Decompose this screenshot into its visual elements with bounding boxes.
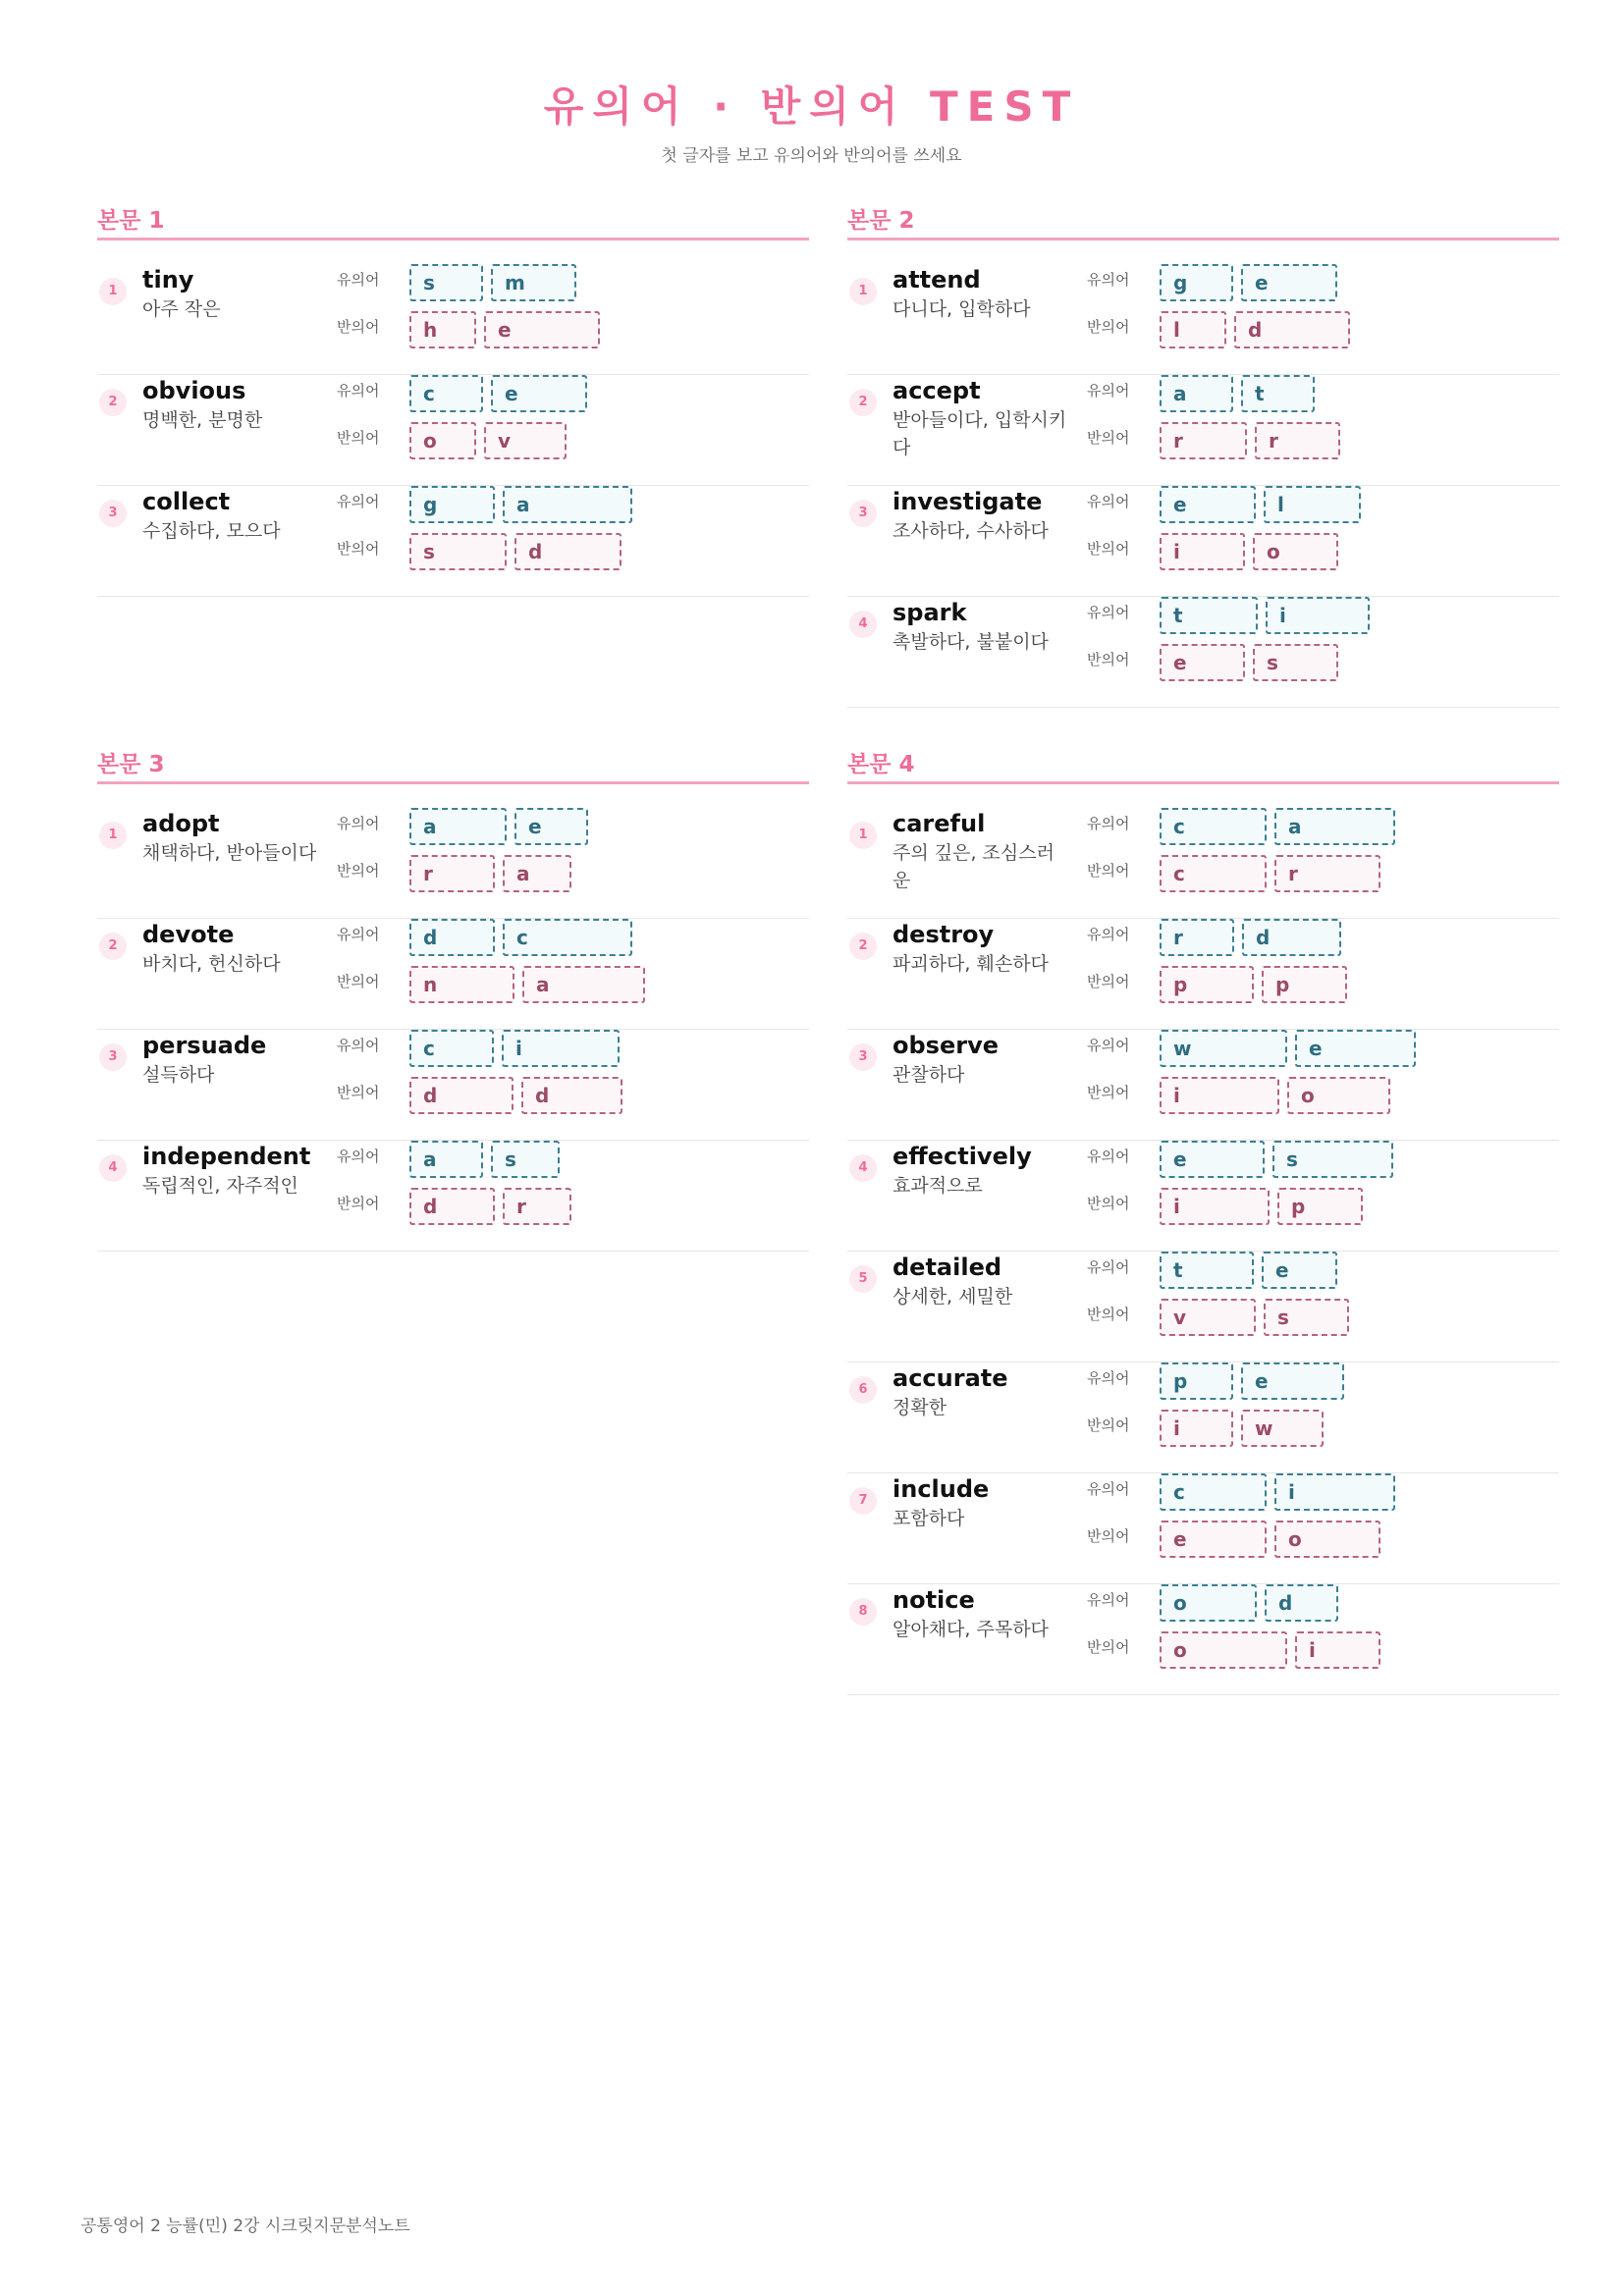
item-number-badge: 7 (849, 1487, 877, 1515)
vocab-meaning: 알아채다, 주목하다 (893, 1619, 1049, 1640)
item-number-badge: 3 (99, 1043, 127, 1071)
item-number-badge: 1 (99, 822, 127, 849)
antonym-label: 반의어 (337, 862, 380, 880)
item-number-badge: 3 (99, 500, 127, 527)
vocab-item (847, 1362, 1559, 1473)
synonym-label: 유의어 (337, 493, 380, 510)
vocab-item (847, 1252, 1559, 1362)
synonym-row (1160, 1141, 1393, 1178)
antonym-answer-box[interactable]: v (1160, 1299, 1256, 1336)
antonym-answer-box[interactable]: i (1160, 1410, 1233, 1447)
antonym-label: 반의어 (1087, 1638, 1130, 1656)
vocab-word: obvious (142, 377, 246, 404)
antonym-label: 반의어 (337, 540, 380, 558)
vocab-word: independent (142, 1143, 311, 1170)
antonym-row (409, 422, 567, 459)
vocab-word: investigate (893, 488, 1043, 515)
antonym-answer-box[interactable]: o (409, 422, 476, 459)
synonym-label: 유의어 (1087, 1258, 1130, 1276)
item-list (97, 808, 809, 1252)
synonym-row (409, 486, 632, 523)
antonym-answer-box[interactable]: i (1295, 1631, 1380, 1669)
antonym-row (409, 966, 645, 1003)
antonym-answer-box[interactable]: r (503, 1188, 571, 1225)
antonym-answer-box[interactable]: p (1262, 966, 1347, 1003)
antonym-row (1160, 1299, 1349, 1336)
antonym-label: 반의어 (1087, 1416, 1130, 1434)
vocab-item (847, 919, 1559, 1030)
vocab-item (97, 375, 809, 486)
synonym-row (1160, 1252, 1337, 1289)
antonym-answer-box[interactable]: l (1160, 311, 1226, 348)
vocab-item (97, 264, 809, 375)
synonym-row (1160, 1362, 1344, 1400)
synonym-label: 유의어 (1087, 271, 1130, 289)
antonym-answer-box[interactable]: n (409, 966, 514, 1003)
synonym-answer-box[interactable]: a (409, 808, 507, 845)
antonym-answer-box[interactable]: i (1160, 1077, 1279, 1114)
vocab-word: include (893, 1475, 990, 1503)
antonym-answer-box[interactable]: h (409, 311, 476, 348)
synonym-answer-box[interactable]: e (1241, 264, 1337, 301)
synonym-answer-box[interactable]: e (1241, 1362, 1344, 1400)
antonym-answer-box[interactable]: d (514, 533, 622, 570)
antonym-label: 반의어 (1087, 540, 1130, 558)
antonym-answer-box[interactable]: c (1160, 855, 1267, 892)
synonym-label: 유의어 (337, 815, 380, 832)
synonym-answer-box[interactable]: d (409, 919, 495, 956)
synonym-label: 유의어 (337, 1037, 380, 1054)
antonym-answer-box[interactable]: r (1160, 422, 1247, 459)
synonym-answer-box[interactable]: e (1160, 486, 1256, 523)
section-title: 본문 1 (97, 202, 809, 240)
synonym-row (409, 375, 587, 412)
antonym-row (1160, 1631, 1380, 1669)
antonym-row (1160, 1521, 1380, 1558)
vocab-word: observe (893, 1032, 999, 1059)
vocab-word: detailed (893, 1254, 1002, 1281)
item-number-badge: 4 (849, 611, 877, 638)
antonym-row (1160, 966, 1347, 1003)
synonym-row (1160, 808, 1395, 845)
antonym-row (1160, 422, 1340, 459)
item-number-badge: 4 (99, 1154, 127, 1182)
synonym-row (1160, 1030, 1416, 1067)
vocab-item (847, 808, 1559, 919)
synonym-answer-box[interactable]: w (1160, 1030, 1287, 1067)
item-number-badge: 3 (849, 500, 877, 527)
vocab-meaning: 아주 작은 (142, 298, 221, 320)
antonym-row (409, 311, 600, 348)
antonym-label: 반의어 (1087, 862, 1130, 880)
vocab-word: accept (893, 377, 981, 404)
synonym-label: 유의어 (1087, 382, 1130, 400)
antonym-answer-box[interactable]: s (1253, 644, 1338, 681)
vocab-item (847, 1141, 1559, 1252)
page-subtitle: 첫 글자를 보고 유의어와 반의어를 쓰세요 (661, 146, 962, 166)
item-number-badge: 1 (849, 822, 877, 849)
synonym-label: 유의어 (1087, 1148, 1130, 1165)
synonym-row (409, 808, 588, 845)
vocab-item (847, 1030, 1559, 1141)
synonym-label: 유의어 (1087, 1369, 1130, 1387)
antonym-answer-box[interactable]: e (484, 311, 600, 348)
synonym-row (1160, 375, 1315, 412)
synonym-answer-box[interactable]: r (1160, 919, 1234, 956)
vocab-word: destroy (893, 921, 995, 948)
antonym-answer-box[interactable]: d (409, 1077, 514, 1114)
vocab-word: adopt (142, 810, 220, 837)
antonym-label: 반의어 (337, 318, 380, 336)
synonym-answer-box[interactable]: c (503, 919, 632, 956)
antonym-answer-box[interactable]: a (503, 855, 571, 892)
antonym-answer-box[interactable]: d (521, 1077, 622, 1114)
antonym-label: 반의어 (337, 1195, 380, 1212)
antonym-answer-box[interactable]: p (1277, 1188, 1363, 1225)
antonym-answer-box[interactable]: r (1255, 422, 1340, 459)
vocab-word: effectively (893, 1143, 1032, 1170)
section-2 (847, 202, 1559, 708)
antonym-label: 반의어 (337, 973, 380, 990)
synonym-answer-box[interactable]: c (1160, 1473, 1267, 1511)
vocab-meaning: 정확한 (893, 1397, 947, 1418)
section-title: 본문 4 (847, 746, 1559, 784)
vocab-meaning: 주의 깊은, 조심스러운 (893, 842, 1055, 891)
synonym-row (409, 1030, 620, 1067)
synonym-row (1160, 597, 1370, 634)
antonym-label: 반의어 (1087, 1306, 1130, 1323)
page-title: 유의어 · 반의어 TEST (543, 82, 1080, 131)
synonym-answer-box[interactable]: d (1265, 1584, 1338, 1622)
antonym-row (1160, 644, 1338, 681)
vocab-item (97, 1141, 809, 1252)
item-number-badge: 3 (849, 1043, 877, 1071)
vocab-meaning: 바치다, 헌신하다 (142, 953, 281, 975)
item-number-badge: 2 (849, 389, 877, 416)
antonym-answer-box[interactable]: e (1160, 644, 1245, 681)
vocab-item (847, 486, 1559, 597)
item-number-badge: 6 (849, 1376, 877, 1404)
antonym-answer-box[interactable]: r (409, 855, 495, 892)
synonym-answer-box[interactable]: e (1295, 1030, 1416, 1067)
section-title: 본문 2 (847, 202, 1559, 240)
vocab-meaning: 관찰하다 (893, 1064, 965, 1086)
antonym-row (409, 855, 571, 892)
synonym-label: 유의어 (1087, 1480, 1130, 1498)
antonym-row (409, 1077, 622, 1114)
vocab-word: collect (142, 488, 231, 515)
vocab-item (847, 1473, 1559, 1584)
synonym-answer-box[interactable]: i (1266, 597, 1370, 634)
antonym-answer-box[interactable]: i (1160, 533, 1245, 570)
synonym-answer-box[interactable]: l (1264, 486, 1361, 523)
antonym-label: 반의어 (1087, 429, 1130, 447)
antonym-answer-box[interactable]: i (1160, 1188, 1270, 1225)
vocab-item (847, 375, 1559, 486)
vocab-word: tiny (142, 266, 194, 294)
synonym-answer-box[interactable]: t (1160, 1252, 1254, 1289)
antonym-answer-box[interactable]: r (1274, 855, 1380, 892)
vocab-meaning: 수집하다, 모으다 (142, 520, 281, 542)
antonym-label: 반의어 (1087, 973, 1130, 990)
synonym-answer-box[interactable]: p (1160, 1362, 1233, 1400)
vocab-item (97, 486, 809, 597)
synonym-answer-box[interactable]: a (1274, 808, 1395, 845)
antonym-row (1160, 1077, 1390, 1114)
synonym-answer-box[interactable]: a (503, 486, 632, 523)
antonym-answer-box[interactable]: o (1274, 1521, 1380, 1558)
vocab-word: attend (893, 266, 981, 294)
vocab-meaning: 명백한, 분명한 (142, 409, 263, 431)
synonym-row (409, 264, 576, 301)
synonym-label: 유의어 (1087, 1591, 1130, 1609)
antonym-answer-box[interactable]: s (409, 533, 507, 570)
vocab-item (97, 1030, 809, 1141)
synonym-row (1160, 486, 1361, 523)
antonym-answer-box[interactable]: o (1287, 1077, 1390, 1114)
item-number-badge: 8 (849, 1598, 877, 1626)
synonym-answer-box[interactable]: d (1242, 919, 1341, 956)
synonym-row (1160, 1584, 1338, 1622)
antonym-row (1160, 1410, 1324, 1447)
antonym-row (409, 1188, 571, 1225)
synonym-answer-box[interactable]: t (1241, 375, 1315, 412)
item-list (847, 264, 1559, 708)
antonym-label: 반의어 (337, 1084, 380, 1101)
synonym-row (409, 1141, 560, 1178)
vocab-word: devote (142, 921, 235, 948)
antonym-answer-box[interactable]: o (1253, 533, 1338, 570)
vocab-meaning: 받아들이다, 입학시키다 (893, 409, 1067, 458)
vocab-meaning: 파괴하다, 훼손하다 (893, 953, 1049, 975)
synonym-answer-box[interactable]: m (491, 264, 576, 301)
synonym-answer-box[interactable]: e (1262, 1252, 1337, 1289)
synonym-row (1160, 1473, 1395, 1511)
item-number-badge: 5 (849, 1265, 877, 1293)
antonym-row (1160, 1188, 1363, 1225)
synonym-answer-box[interactable]: g (1160, 264, 1233, 301)
antonym-answer-box[interactable]: e (1160, 1521, 1267, 1558)
vocab-item (97, 919, 809, 1030)
vocab-meaning: 포함하다 (893, 1508, 965, 1529)
synonym-label: 유의어 (337, 1148, 380, 1165)
section-4 (847, 746, 1559, 1695)
synonym-label: 유의어 (337, 926, 380, 943)
item-list (847, 808, 1559, 1695)
section-1 (97, 202, 809, 597)
synonym-answer-box[interactable]: s (1272, 1141, 1393, 1178)
antonym-answer-box[interactable]: v (484, 422, 567, 459)
synonym-answer-box[interactable]: i (1274, 1473, 1395, 1511)
antonym-answer-box[interactable]: w (1241, 1410, 1324, 1447)
antonym-answer-box[interactable]: s (1264, 1299, 1349, 1336)
antonym-row (1160, 533, 1338, 570)
vocab-meaning: 설득하다 (142, 1064, 215, 1086)
synonym-row (409, 919, 632, 956)
synonym-label: 유의어 (1087, 926, 1130, 943)
synonym-label: 유의어 (1087, 604, 1130, 621)
antonym-answer-box[interactable]: d (1234, 311, 1350, 348)
synonym-answer-box[interactable]: t (1160, 597, 1258, 634)
synonym-answer-box[interactable]: s (409, 264, 483, 301)
item-number-badge: 2 (849, 933, 877, 960)
vocab-word: notice (893, 1586, 975, 1614)
synonym-answer-box[interactable]: o (1160, 1584, 1257, 1622)
antonym-row (1160, 311, 1350, 348)
synonym-answer-box[interactable]: c (409, 375, 483, 412)
antonym-answer-box[interactable]: o (1160, 1631, 1287, 1669)
antonym-answer-box[interactable]: p (1160, 966, 1254, 1003)
synonym-answer-box[interactable]: c (409, 1030, 494, 1067)
synonym-answer-box[interactable]: e (1160, 1141, 1265, 1178)
item-number-badge: 4 (849, 1154, 877, 1182)
item-number-badge: 2 (99, 933, 127, 960)
antonym-row (1160, 855, 1380, 892)
vocab-meaning: 채택하다, 받아들이다 (142, 842, 317, 864)
antonym-label: 반의어 (1087, 651, 1130, 668)
antonym-label: 반의어 (1087, 1084, 1130, 1101)
antonym-answer-box[interactable]: a (522, 966, 645, 1003)
synonym-label: 유의어 (1087, 493, 1130, 510)
item-number-badge: 1 (99, 278, 127, 305)
vocab-item (847, 1584, 1559, 1695)
antonym-label: 반의어 (337, 429, 380, 447)
vocab-meaning: 촉발하다, 불붙이다 (893, 631, 1049, 653)
vocab-meaning: 조사하다, 수사하다 (893, 520, 1049, 542)
vocab-item (847, 264, 1559, 375)
synonym-label: 유의어 (1087, 815, 1130, 832)
antonym-row (409, 533, 622, 570)
vocab-item (847, 597, 1559, 708)
vocab-word: accurate (893, 1364, 1008, 1392)
synonym-label: 유의어 (337, 271, 380, 289)
synonym-label: 유의어 (337, 382, 380, 400)
synonym-answer-box[interactable]: a (1160, 375, 1233, 412)
vocab-meaning: 상세한, 세밀한 (893, 1286, 1013, 1308)
section-3 (97, 746, 809, 1252)
vocab-meaning: 효과적으로 (893, 1175, 983, 1197)
item-number-badge: 2 (99, 389, 127, 416)
vocab-word: persuade (142, 1032, 267, 1059)
item-number-badge: 1 (849, 278, 877, 305)
synonym-answer-box[interactable]: a (409, 1141, 483, 1178)
synonym-answer-box[interactable]: g (409, 486, 495, 523)
vocab-word: careful (893, 810, 986, 837)
synonym-answer-box[interactable]: e (491, 375, 587, 412)
synonym-row (1160, 919, 1341, 956)
item-list (97, 264, 809, 597)
vocab-item (97, 808, 809, 919)
synonym-answer-box[interactable]: s (491, 1141, 560, 1178)
vocab-meaning: 독립적인, 자주적인 (142, 1175, 298, 1197)
vocab-word: spark (893, 599, 967, 626)
synonym-answer-box[interactable]: i (502, 1030, 620, 1067)
antonym-label: 반의어 (1087, 1195, 1130, 1212)
synonym-answer-box[interactable]: e (514, 808, 588, 845)
vocab-meaning: 다니다, 입학하다 (893, 298, 1031, 320)
synonym-label: 유의어 (1087, 1037, 1130, 1054)
antonym-answer-box[interactable]: d (409, 1188, 495, 1225)
page-header (0, 79, 1623, 166)
section-title: 본문 3 (97, 746, 809, 784)
synonym-row (1160, 264, 1337, 301)
synonym-answer-box[interactable]: c (1160, 808, 1267, 845)
antonym-label: 반의어 (1087, 1527, 1130, 1545)
footer-text: 공통영어 2 능률(민) 2강 시크릿지문분석노트 (81, 2216, 410, 2236)
antonym-label: 반의어 (1087, 318, 1130, 336)
